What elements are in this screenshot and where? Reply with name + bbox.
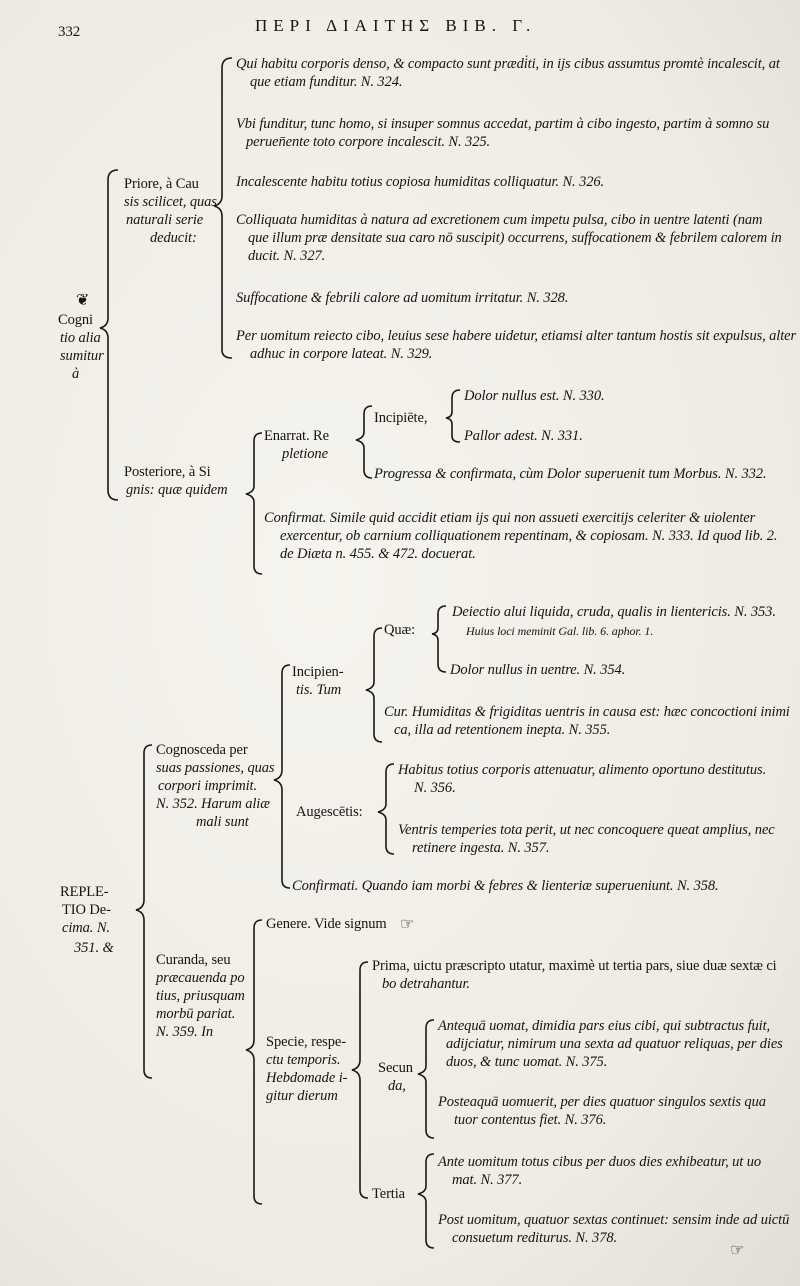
priore-label-2: sis scilicet, quas	[124, 194, 217, 210]
specie-label-2: ctu temporis.	[266, 1052, 341, 1068]
brace-incipien	[366, 628, 382, 742]
n324-line-2: que etiam funditur. N. 324.	[250, 74, 403, 90]
n333-line-1: Confirmat. Simile quid accidit etiam ijs qui non assueti exercitijs celeriter & uiolenter	[264, 510, 756, 526]
curanda-label-2: præcauenda po	[156, 970, 245, 986]
cognitio-label-4: à	[72, 366, 80, 382]
specie-label-4: gitur dierum	[266, 1088, 338, 1104]
n378-line-2: consuetum rediturus. N. 378.	[452, 1230, 618, 1246]
n332-line: Progressa & confirmata, cùm Dolor superuenit tum Morbus. N. 332.	[374, 466, 767, 482]
brace-specie	[352, 962, 368, 1198]
n358-line: Confirmati. Quando iam morbi & febres & lienteriæ superueniunt. N. 358.	[292, 878, 719, 894]
genere-label: Genere. Vide signum	[266, 916, 387, 932]
cognitio-label-2: tio alia	[60, 330, 101, 346]
n353-line-2: Huius loci meminit Gal. lib. 6. aphor. 1.	[466, 624, 654, 638]
priore-label-4: deducit:	[150, 230, 197, 246]
brace-curanda	[246, 920, 262, 1204]
brace-incipiete	[446, 390, 460, 442]
n376-line-1: Posteaquā uomuerit, per dies quatuor singulos sextis qua	[438, 1094, 766, 1110]
posteriore-label-1: Posteriore, à Si	[124, 464, 211, 480]
n329-line-2: adhuc in corpore lateat. N. 329.	[250, 346, 433, 362]
curanda-label-3: tius, priusquam	[156, 988, 245, 1004]
n331-line: Pallor adest. N. 331.	[464, 428, 583, 444]
incipiete-label: Incipiēte,	[374, 410, 428, 426]
n357-line-1: Ventris temperies tota perit, ut nec concoquere queat amplius, nec	[398, 822, 775, 838]
brace-augescetis	[378, 764, 394, 854]
cognosceda-label-4: N. 352. Harum aliæ	[156, 796, 270, 812]
n375-line-2: adijciatur, nimirum una sexta ad quatuor reliquas, per dies	[446, 1036, 783, 1052]
brace-replet	[136, 745, 152, 1078]
secunda-label-1: Secun	[378, 1060, 413, 1076]
tertia-label: Tertia	[372, 1186, 406, 1202]
secunda-label-2: da,	[388, 1078, 406, 1094]
n353-line-1: Deiectio alui liquida, cruda, qualis in lientericis. N. 353.	[452, 604, 776, 620]
page-number: 332	[58, 24, 81, 40]
n329-line-1: Per uomitum reiecto cibo, leuius sese habere uidetur, etiamsi alter tantum hostis sit expulsus, alter	[236, 328, 796, 344]
n326-line: Incalescente habitu totius copiosa humiditas colliquatur. N. 326.	[236, 174, 605, 190]
n354-line: Dolor nullus in uentre. N. 354.	[450, 662, 626, 678]
n357-line-2: retinere ingesta. N. 357.	[412, 840, 550, 856]
brace-tertia	[418, 1154, 434, 1248]
priore-label-3: naturali serie	[126, 212, 204, 228]
cognosceda-label-5: mali sunt	[196, 814, 249, 830]
catchword-hand-icon: ☞	[730, 1242, 745, 1259]
running-title: ΠΕΡΙ ΔΙΑΙΤΗΣ ΒΙΒ. Γ.	[255, 16, 537, 35]
prima-line-2: bo detrahantur.	[382, 976, 470, 992]
cognitio-label-3: sumitur	[60, 348, 104, 364]
n355-line-1: Cur. Humiditas & frigiditas uentris in causa est: hæc concoctioni inimi	[384, 704, 790, 720]
cognosceda-label-3: corpori imprimit.	[158, 778, 258, 794]
curanda-label-5: N. 359. In	[156, 1024, 214, 1040]
replet-label-4: 351. &	[74, 940, 114, 956]
pointing-hand-icon: ☞	[400, 916, 415, 933]
curanda-label-1: Curanda, seu	[156, 952, 231, 968]
n327-line-1: Colliquata humiditas à natura ad excretionem cum impetu pulsa, cibo in uentre latenti (nam	[236, 212, 763, 228]
n377-line-1: Ante uomitum totus cibus per duos dies exhibeatur, ut uo	[438, 1154, 762, 1170]
brace-cognitio	[100, 170, 118, 500]
cognitio-label-1: Cogni	[58, 312, 93, 328]
n378-line-1: Post uomitum, quatuor sextas continuet: sensim inde ad uictū	[438, 1212, 790, 1228]
n333-line-3: de Diæta n. 455. & 472. docuerat.	[280, 546, 476, 562]
specie-label-1: Specie, respe-	[266, 1034, 346, 1050]
incipien-label-1: Incipien-	[292, 664, 344, 680]
replet-label-1: REPLE-	[60, 884, 109, 900]
n376-line-2: tuor contentus fiet. N. 376.	[454, 1112, 607, 1128]
n356-line-1: Habitus totius corporis attenuatur, alimento oportuno destitutus.	[398, 762, 767, 778]
n324-line-1: Qui habitu corporis denso, & compacto sunt prædi̇ti, in ijs cibus assumtus promtè incalescit, at	[236, 56, 780, 72]
n375-line-3: duos, & tunc uomat. N. 375.	[446, 1054, 608, 1070]
enarrat-label-2: pletione	[282, 446, 328, 462]
brace-posteriore	[246, 433, 262, 574]
brace-secunda	[418, 1020, 434, 1138]
priore-label-1: Priore, à Cau	[124, 176, 199, 192]
enarrat-label-1: Enarrat. Re	[264, 428, 329, 444]
brace-cognosceda	[274, 665, 290, 888]
brace-quae	[432, 606, 446, 672]
prima-line-1: Prima, uictu præscripto utatur, maximè ut tertia pars, siue duæ sextæ ci	[372, 958, 777, 974]
n328-line: Suffocatione & febrili calore ad uomitum irritatur. N. 328.	[236, 290, 569, 306]
n356-line-2: N. 356.	[414, 780, 456, 796]
augescetis-label: Augescētis:	[296, 804, 363, 820]
n325-line-1: Vbi funditur, tunc homo, si insuper somnus accedat, partim à cibo ingesto, partim à somno su	[236, 116, 770, 132]
quae-label: Quæ:	[384, 622, 416, 638]
posteriore-label-2: gnis: quæ quidem	[126, 482, 228, 498]
specie-label-3: Hebdomade i-	[266, 1070, 348, 1086]
curanda-label-4: morbū pariat.	[156, 1006, 236, 1022]
n355-line-2: ca, illa ad retentionem inepta. N. 355.	[394, 722, 611, 738]
replet-label-3: cima. N.	[62, 920, 110, 936]
incipien-label-2: tis. Tum	[296, 682, 342, 698]
n333-line-2: exercentur, ob carnium colliquationem repentinam, & copiosam. N. 333. Id quod lib. 2.	[280, 528, 778, 544]
brace-enarrat	[356, 406, 372, 478]
n327-line-2: que illum præ densitate sua caro nō suscipit) occurrens, suffocationem & febrilem calorem in	[248, 230, 782, 246]
n327-line-3: ducit. N. 327.	[248, 248, 326, 264]
cognosceda-label-2: suas passiones, quas	[156, 760, 275, 776]
n325-line-2: peruen̄ente toto corpore incalescit. N. 325.	[246, 134, 491, 150]
n377-line-2: mat. N. 377.	[452, 1172, 523, 1188]
n375-line-1: Antequā uomat, dimidia pars eius cibi, qui subtractus fuit,	[438, 1018, 771, 1034]
fleuron-ornament: ❦	[76, 292, 90, 309]
n330-line: Dolor nullus est. N. 330.	[464, 388, 605, 404]
cognosceda-label-1: Cognosceda per	[156, 742, 248, 758]
replet-label-2: TIO De-	[62, 902, 111, 918]
